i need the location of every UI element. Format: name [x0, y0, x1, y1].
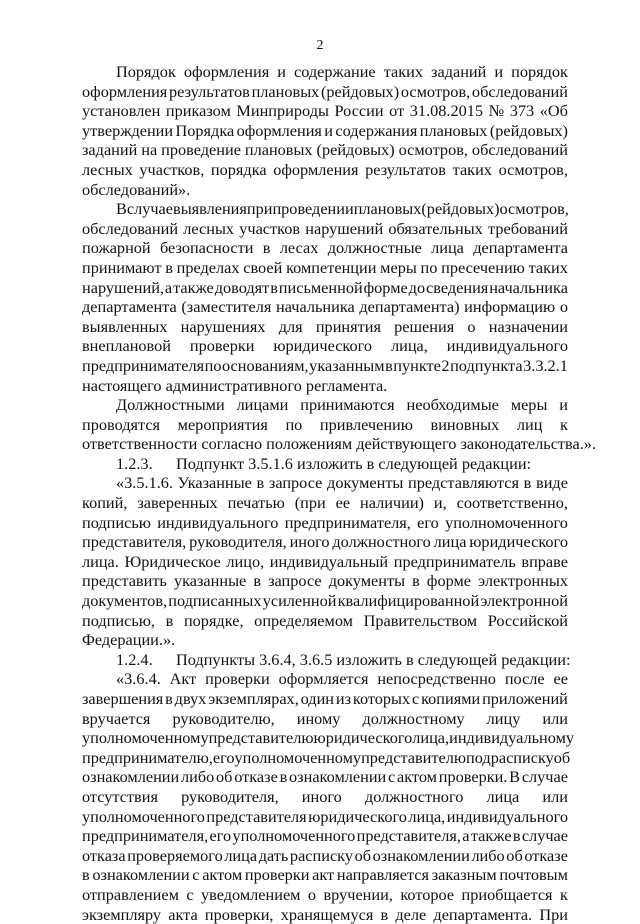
- text-line: проводятся мероприятия по привлечению виновных лиц к: [82, 414, 568, 434]
- text-line: 1.2.3. Подпункт 3.5.1.6 изложить в следующей редакции:: [116, 453, 532, 473]
- text-line: обследований лесных участков нарушений обязательных требований: [82, 218, 568, 238]
- text-line: представить указанные в запросе документы в форме электронных: [82, 571, 568, 591]
- text-line: заданий на проведение плановых (рейдовых) осмотров, обследований: [82, 140, 568, 160]
- text-line: предпринимателя по основаниям, указанным в пункте 2 подпункта 3.3.2.1: [82, 355, 568, 375]
- text-line: внеплановой проверки юридического лица, индивидуального: [82, 336, 568, 356]
- text-line: принимают в пределах своей компетенции меры по пресечению таких: [82, 257, 568, 277]
- page-number: 2: [316, 38, 324, 53]
- text-line: ответственности согласно положениям действующего законодательства.».: [82, 434, 597, 454]
- text-line: нарушений, а также доводят в письменной форме до сведения начальника: [82, 277, 568, 297]
- text-line: департамента (заместителя начальника департамента) информацию о: [82, 297, 568, 317]
- text-line: лесных участков, порядка оформления результатов таких осмотров,: [82, 159, 568, 179]
- text-line: лица. Юридическое лицо, индивидуальный предприниматель вправе: [82, 551, 568, 571]
- text-line: оформления результатов плановых (рейдовых) осмотров, обследований: [82, 81, 568, 101]
- text-line: Должностными лицами принимаются необходимые меры и: [116, 395, 568, 415]
- document-body: [82, 62, 597, 924]
- text-line: В случае выявления при проведении плановых (рейдовых) осмотров,: [116, 199, 569, 219]
- text-line: «3.6.4. Акт проверки оформляется непосредственно после ее: [116, 669, 568, 689]
- text-line: в ознакомлении с актом проверки акт направляется заказным почтовым: [82, 865, 568, 885]
- text-line: ознакомлении либо об отказе в ознакомлении с актом проверки. В случае: [82, 767, 568, 787]
- text-line: предпринимателю, его уполномоченному представителю под расписку об: [82, 747, 571, 767]
- text-line: экземпляру акта проверки, хранящемуся в деле департамента. При: [82, 904, 568, 924]
- text-line: уполномоченного представителя юридического лица, индивидуального: [82, 806, 568, 826]
- text-line: «3.5.1.6. Указанные в запросе документы представляются в виде: [116, 473, 568, 493]
- text-line: обследований».: [82, 179, 191, 199]
- text-line: копий, заверенных печатью (при ее наличии) и, соответственно,: [82, 493, 568, 513]
- text-line: отправлением с уведомлением о вручении, которое приобщается к: [82, 884, 568, 904]
- text-line: настоящего административного регламента.: [82, 375, 388, 395]
- text-line: предпринимателя, его уполномоченного представителя, а также в случае: [82, 826, 568, 846]
- text-line: Порядок оформления и содержание таких заданий и порядок: [116, 62, 568, 81]
- text-line: отказа проверяемого лица дать расписку об ознакомлении либо об отказе: [82, 845, 568, 865]
- text-line: 1.2.4. Подпункты 3.6.4, 3.6.5 изложить в следующей редакции:: [116, 649, 571, 669]
- text-line: вручается руководителю, иному должностному лицу или: [82, 708, 568, 728]
- text-line: выявленных нарушениях для принятия решения о назначении: [82, 316, 568, 336]
- text-line: пожарной безопасности в лесах должностные лица департамента: [82, 238, 568, 258]
- text-line: отсутствия руководителя, иного должностного лица или: [82, 786, 568, 806]
- text-line: Федерации.».: [82, 630, 176, 650]
- text-line: подписью индивидуального предпринимателя, его уполномоченного: [82, 512, 568, 532]
- text-line: утверждении Порядка оформления и содержания плановых (рейдовых): [82, 120, 568, 140]
- text-line: уполномоченному представителю юридического лица, индивидуальному: [82, 728, 575, 748]
- text-line: подписью, в порядке, определяемом Правительством Российской: [82, 610, 568, 630]
- text-line: представителя, руководителя, иного должностного лица юридического: [82, 532, 568, 552]
- text-line: установлен приказом Минприроды России от 31.08.2015 № 373 «Об: [82, 101, 568, 121]
- text-line: завершения в двух экземплярах, один из которых с копиями приложений: [82, 689, 568, 708]
- text-line: документов, подписанных усиленной квалифицированной электронной: [82, 591, 568, 611]
